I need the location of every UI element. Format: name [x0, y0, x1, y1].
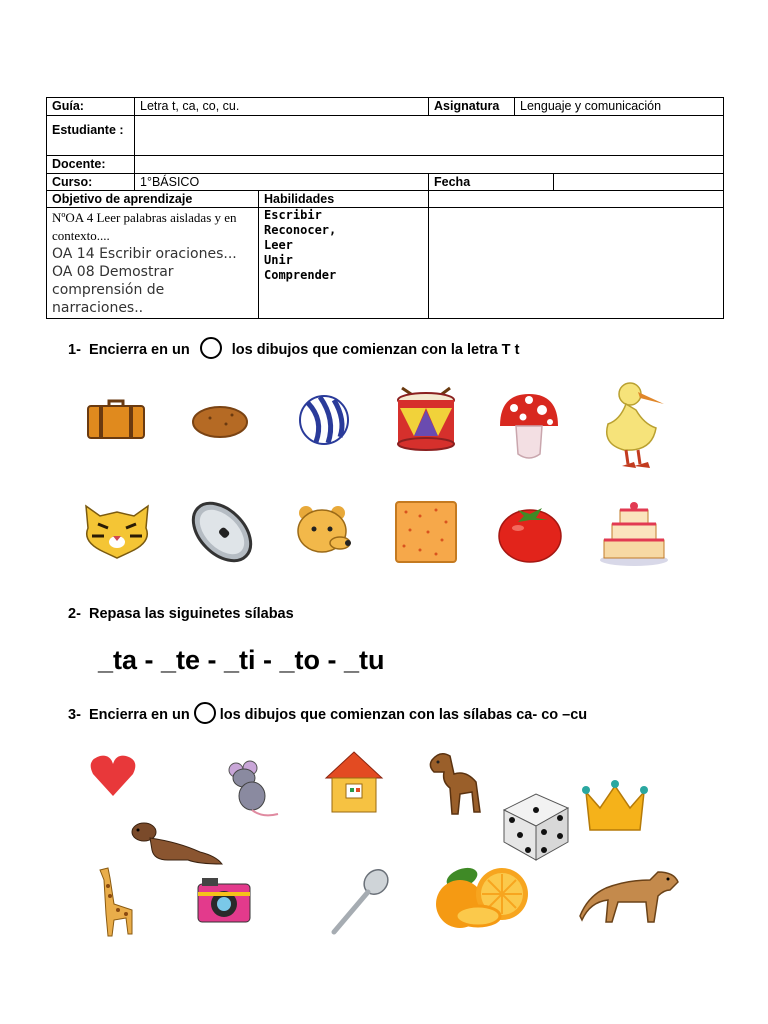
suitcase-icon[interactable] [85, 398, 147, 444]
question-1 [68, 337, 519, 359]
habilidad: Comprender [264, 268, 337, 282]
fecha-field[interactable] [554, 174, 724, 191]
q1-text-after: los dibujos que comienzan con la letra T t [231, 342, 520, 358]
asignatura-value: Lenguaje y comunicación [515, 98, 724, 116]
mouse-icon[interactable] [222, 760, 280, 820]
puma-icon[interactable] [578, 866, 682, 926]
q3-text-before: Encierra en un [88, 707, 190, 723]
blank-cell [429, 208, 724, 319]
q3-number: 3- [68, 707, 81, 723]
habilidades-label: Habilidades [259, 191, 429, 208]
pillow-icon[interactable] [390, 496, 462, 568]
tiger-icon[interactable] [78, 498, 156, 560]
blank-cell [429, 191, 724, 208]
orange-icon[interactable] [430, 856, 534, 930]
dice-icon[interactable] [500, 786, 572, 862]
otter-icon[interactable] [128, 820, 224, 868]
ball-icon[interactable] [296, 393, 352, 447]
objetivo-3: OA 08 Demostrar comprensión de narraciones.. [52, 264, 174, 316]
drum-icon[interactable] [394, 386, 458, 454]
q2-number: 2- [68, 606, 81, 622]
q2-text: Repasa las siguinetes sílabas [88, 606, 294, 622]
giraffe-icon[interactable] [94, 866, 142, 938]
estudiante-label: Estudiante : [47, 116, 135, 156]
camera-icon[interactable] [194, 872, 254, 926]
circle-icon [194, 702, 216, 724]
house-icon[interactable] [324, 748, 384, 816]
circle-icon [200, 337, 222, 359]
bear-icon[interactable] [292, 503, 356, 557]
syllables: _ta - _te - _ti - _to - _tu [98, 645, 385, 675]
crown-icon[interactable] [582, 778, 648, 836]
heart-icon[interactable] [88, 752, 138, 800]
docente-field[interactable] [135, 156, 724, 174]
spoon-icon[interactable] [328, 866, 394, 938]
habilidad: Escribir [264, 208, 322, 222]
q1-text-before: Encierra en un [88, 342, 190, 358]
tomato-icon[interactable] [496, 500, 564, 564]
habilidad: Leer [264, 238, 293, 252]
mushroom-icon[interactable] [496, 390, 562, 464]
habilidad: Reconocer, [264, 223, 337, 237]
fecha-label: Fecha [429, 174, 554, 191]
docente-label: Docente: [47, 156, 135, 174]
question-2 [68, 606, 294, 622]
potato-icon[interactable] [190, 402, 250, 440]
curso-value: 1°BÁSICO [135, 174, 429, 191]
guia-label: Guía: [47, 98, 135, 116]
habilidades-cell [259, 208, 429, 319]
horse-icon[interactable] [426, 748, 484, 820]
objetivo-label: Objetivo de aprendizaje [47, 191, 259, 208]
pot-lid-icon[interactable] [186, 496, 258, 568]
habilidad: Unir [264, 253, 293, 267]
estudiante-field[interactable] [135, 116, 724, 156]
curso-label: Curso: [47, 174, 135, 191]
objetivos-cell [47, 208, 259, 319]
header-table [46, 97, 724, 319]
asignatura-label: Asignatura [429, 98, 515, 116]
objetivo-2: OA 14 Escribir oraciones... [52, 246, 237, 262]
objetivo-1: NºOA 4 Leer palabras aisladas y en contexto.... [52, 210, 237, 243]
cake-icon[interactable] [598, 500, 670, 568]
q1-number: 1- [68, 342, 81, 358]
guia-value: Letra t, ca, co, cu. [135, 98, 429, 116]
duck-icon[interactable] [600, 380, 668, 472]
question-3 [68, 702, 587, 724]
q3-text-after: los dibujos que comienzan con las sílabas ca- co –cu [219, 707, 588, 723]
